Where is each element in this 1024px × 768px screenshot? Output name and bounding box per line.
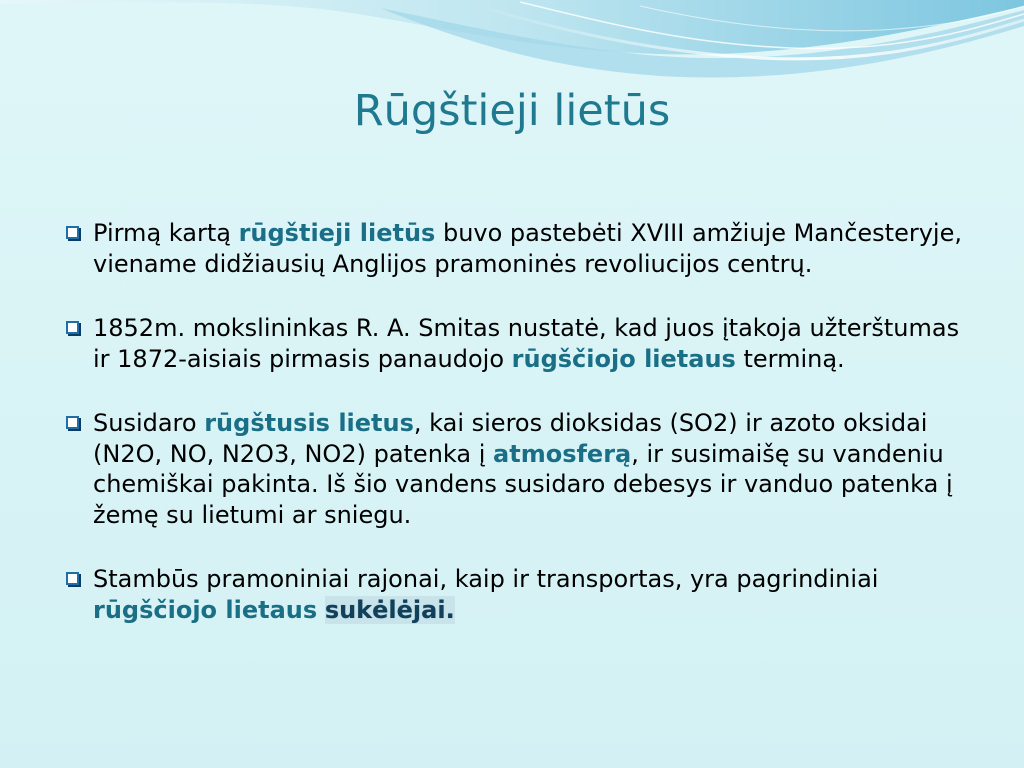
bullet-list xyxy=(62,218,962,625)
bullet-3-text-1: Susidaro xyxy=(93,409,205,437)
bullet-3-text-2: , kai sieros dioksidas (SO2) ir azoto oksidai (N2O, NO, N2O3, NO2) patenka į xyxy=(93,409,928,468)
bullet-2-text-1: 1852m. mokslininkas R. A. Smitas nustatė, kad juos įtakoja užterštumas ir 1872-aisiais pirmasis panaudojo xyxy=(93,314,960,373)
bullet-1-text-1: Pirmą kartą xyxy=(93,219,239,247)
bullet-item-2 xyxy=(62,313,962,374)
bullet-item-1 xyxy=(62,218,962,279)
bullet-3-text-3: , ir susimaišę su vandeniu chemiškai pakinta. Iš šio vandens susidaro debesys ir vanduo patenka į žemę su lietumi ar sniegu. xyxy=(93,439,953,529)
bullet-4-text-2 xyxy=(317,596,325,624)
bullet-4-text-1: Stambūs pramoniniai rajonai, kaip ir transportas, yra pagrindiniai xyxy=(93,565,879,593)
bullet-3-highlight-2: atmosferą xyxy=(493,439,632,468)
header-wave-decoration xyxy=(0,0,1024,160)
bullet-1-text-2: buvo pastebėti XVIII amžiuje Mančesteryje, viename didžiausių Anglijos pramoninės revoliucijos centrų. xyxy=(93,219,962,278)
square-bullet-icon xyxy=(66,572,79,585)
bullet-item-4 xyxy=(62,564,962,625)
square-bullet-icon xyxy=(66,226,79,239)
bullet-3-highlight-1: rūgštusis lietus xyxy=(204,409,414,437)
bullet-2-text-2: terminą. xyxy=(735,344,845,373)
bullet-4-highlight-2: sukėlėjai. xyxy=(324,595,455,624)
slide-title: Rūgštieji lietūs xyxy=(353,86,671,136)
bullet-1-highlight-1: rūgštieji lietūs xyxy=(238,219,436,247)
bullet-4-highlight-1: rūgščiojo lietaus xyxy=(93,595,318,624)
bullet-2-highlight-1: rūgščiojo lietaus xyxy=(511,344,736,373)
square-bullet-icon xyxy=(66,321,79,334)
bullet-item-3 xyxy=(62,408,962,530)
square-bullet-icon xyxy=(66,416,79,429)
